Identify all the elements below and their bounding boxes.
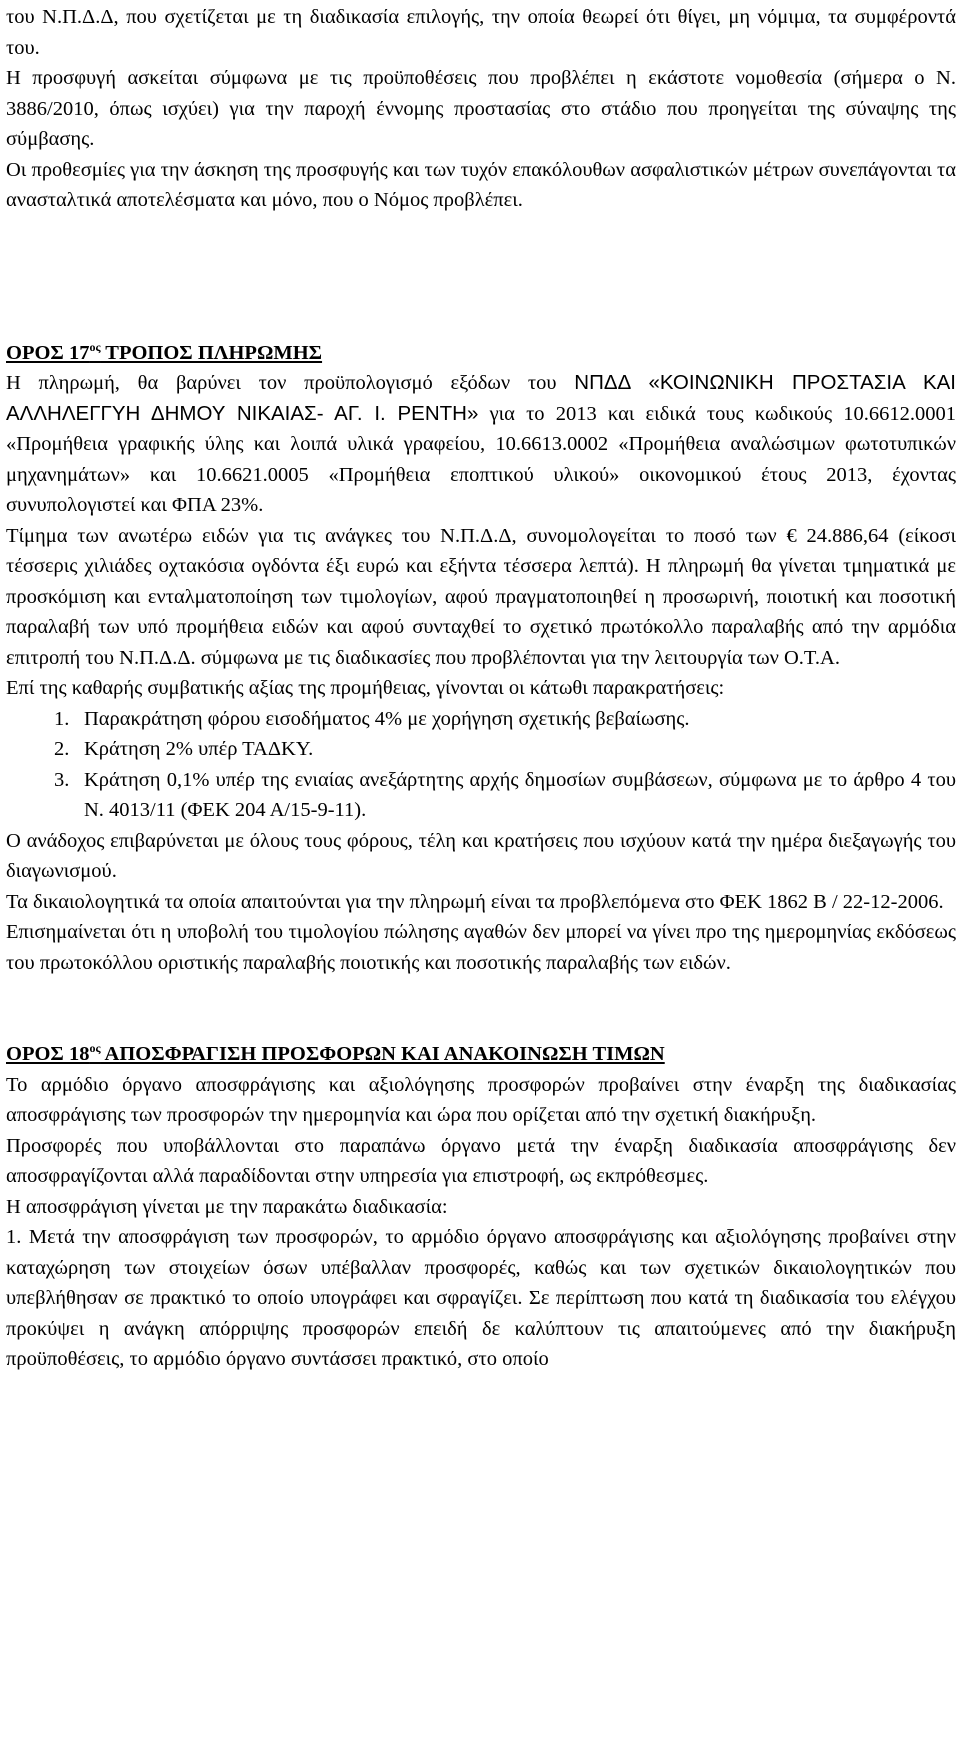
term-17-p1-start: Η πληρωμή, θα βαρύνει τον προϋπολογισμό εξόδων του [6, 372, 575, 394]
term-18-heading-ordinal: ος [89, 1041, 101, 1056]
term-17-heading-number: ΟΡΟΣ 17 [6, 341, 90, 364]
term-17-heading-title: ΤΡΟΠΟΣ ΠΛΗΡΩΜΗΣ [100, 341, 323, 364]
intro-paragraph-2: Η προσφυγή ασκείται σύμφωνα με τις προϋποθέσεις που προβλέπει η εκάστοτε νομοθεσία (σήμερα ο Ν. 3886/2010, όπως ισχύει) για την παροχή έννομης προστασίας στο στάδιο που προηγείται της σύναψης της σύμβασης. [6, 67, 956, 150]
term-18-heading-title: ΑΠΟΣΦΡΑΓΙΣΗ ΠΡΟΣΦΟΡΩΝ ΚΑΙ ΑΝΑΚΟΙΝΩΣΗ ΤΙΜΩΝ [100, 1043, 665, 1065]
intro-paragraph-1: του Ν.Π.Δ.Δ, που σχετίζεται με τη διαδικασία επιλογής, την οποία θεωρεί ότι θίγει, μη νόμιμα, τα συμφέροντά του. [6, 6, 956, 59]
term-18-paragraph-3: Η αποσφράγιση γίνεται με την παρακάτω διαδικασία: [6, 1195, 448, 1218]
term-17-paragraph-4: Ο ανάδοχος επιβαρύνεται με όλους τους φόρους, τέλη και κρατήσεις που ισχύουν κατά την ημέρα διεξαγωγής του διαγωνισμού. [6, 829, 956, 882]
term-17-paragraph-3: Επί της καθαρής συμβατικής αξίας της προμήθειας, γίνονται οι κάτωθι παρακρατήσεις: [6, 677, 725, 699]
term-18-paragraph-1: Το αρμόδιο όργανο αποσφράγισης και αξιολόγησης προσφορών προβαίνει στην έναρξη της διαδικασίας αποσφράγισης των προσφορών την ημερομηνία και ώρα που ορίζεται από την σχετική διακήρυξη. [6, 1073, 956, 1126]
withholding-list [6, 704, 956, 826]
term-18-heading [6, 1039, 956, 1070]
list-item-text: Παρακράτηση φόρου εισοδήματος 4% με χορήγηση σχετικής βεβαίωσης. [84, 707, 690, 730]
list-item [54, 704, 956, 735]
term-17-heading-ordinal: ος [89, 339, 101, 354]
term-17-paragraph-6: Επισημαίνεται ότι η υποβολή του τιμολογίου πώλησης αγαθών δεν μπορεί να γίνει προ της ημερομηνίας εκδόσεως του πρωτοκόλλου οριστικής παραλαβής ποιοτικής και ποσοτικής παραλαβής των ειδών. [6, 921, 956, 974]
term-17-p1-end: για το 2013 και ειδικά τους κωδικούς 10.6612.0001 «Προμήθεια γραφικής ύλης και λοιπά υλικά γραφείου, 10.6613.0002 «Προμήθεια αναλώσιμων φωτοτυπικών μηχανημάτων» και 10.6621.0005 «Προμήθεια εποπτικού υλικού» οικονομικού έτους 2013, έχοντας συνυπολογιστεί και ΦΠΑ 23%. [6, 402, 956, 516]
spacer [6, 978, 956, 1039]
intro-paragraph-3: Οι προθεσμίες για την άσκηση της προσφυγής και των τυχόν επακόλουθων ασφαλιστικών μέτρων συνεπάγονται τα ανασταλτικά αποτελέσματα και μόνο, που ο Νόμος προβλέπει. [6, 158, 956, 211]
term-18-paragraph-4: 1. Μετά την αποσφράγιση των προσφορών, το αρμόδιο όργανο αποσφράγισης και αξιολόγησης προβαίνει στην καταχώρηση των στοιχείων όσων υπέβαλλαν προσφορές, καθώς και των σχετικών δικαιολογητικών που υπεβλήθησαν σε πρακτικό το οποίο υπογράφει και σφραγίζει. Σε περίπτωση που κατά τη διαδικασία του ελέγχου προκύψει η ανάγκη απόρριψης προσφορών επειδή δε καλύπτουν τις απαιτούμενες από την διακήρυξη προϋποθέσεις, το αρμόδιο όργανο συντάσσει πρακτικό, στο οποίο [6, 1226, 956, 1370]
list-item-text: Κράτηση 2% υπέρ ΤΑΔΚΥ. [84, 738, 314, 760]
term-17-heading [6, 338, 956, 369]
spacer [6, 216, 956, 338]
term-17-entity-name: ΝΠΔΔ «ΚΟΙΝΩΝΙΚΗ ΠΡΟΣΤΑΣΙΑ ΚΑΙ ΑΛΛΗΛΕΓΓΥΗ ΔΗΜΟΥ ΝΙΚΑΙΑΣ- ΑΓ. Ι. ΡΕΝΤΗ» [6, 371, 956, 425]
term-17-paragraph-5: Τα δικαιολογητικά τα οποία απαιτούνται για την πληρωμή είναι τα προβλεπόμενα στο ΦΕΚ 1862 Β / 22-12-2006. [6, 890, 944, 913]
list-item-number: 1. [54, 707, 70, 730]
list-item [54, 765, 956, 826]
term-17-paragraph-2: Τίμημα των ανωτέρω ειδών για τις ανάγκες του Ν.Π.Δ.Δ, συνομολογείται το ποσό των € 24.886,64 (είκοσι τέσσερις χιλιάδες οχτακόσια ογδόντα έξι ευρώ και εξήντα τέσσερα λεπτά). Η πληρωμή θα γίνεται τμηματικά με προσκόμιση και ενταλματοποίηση των τιμολογίων, αφού πραγματοποιηθεί η προσωρινή, ποιοτική και ποσοτική παραλαβή των υπό προμήθεια ειδών και αφού συνταχθεί το σχετικό πρωτόκολλο παραλαβής από την αρμόδια επιτροπή του Ν.Π.Δ.Δ. σύμφωνα με τις διαδικασίες που προβλέπονται για την λειτουργία των Ο.Τ.Α. [6, 524, 956, 669]
list-item-number: 3. [54, 768, 70, 791]
term-18-paragraph-2: Προσφορές που υποβάλλονται στο παραπάνω όργανο μετά την έναρξη διαδικασία αποσφράγισης δεν αποσφραγίζονται αλλά παραδίδονται στην υπηρεσία για επιστροφή, ως εκπρόθεσμες. [6, 1134, 956, 1187]
term-17-paragraph-1 [6, 368, 956, 521]
list-item-number: 2. [54, 738, 70, 760]
term-18-heading-number: ΟΡΟΣ 18 [6, 1043, 90, 1065]
list-item-text: Κράτηση 0,1% υπέρ της ενιαίας ανεξάρτητης αρχής δημοσίων συμβάσεων, σύμφωνα με το άρθρο 4 του Ν. 4013/11 (ΦΕΚ 204 Α/15-9-11). [84, 768, 956, 821]
list-item [54, 734, 956, 765]
